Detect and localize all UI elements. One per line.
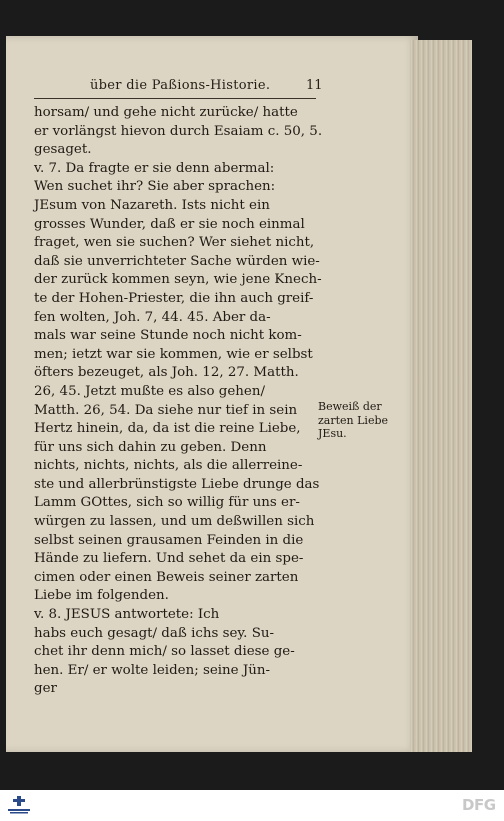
text-line: fen wolten, Joh. 7, 44. 45. Aber da- xyxy=(34,309,271,325)
text-line: horsam/ und gehe nicht zurücke/ hatte xyxy=(34,105,298,120)
marginal-line: zarten Liebe xyxy=(318,413,389,427)
text-line: te der Hohen-Priester, die ihn auch greif- xyxy=(34,290,314,306)
text-line: fraget, wen sie suchen? Wer siehet nicht, xyxy=(34,235,315,251)
text-line: hen. Er/ er wolte leiden; seine Jün- xyxy=(34,662,270,678)
text-line: Hertz hinein, da, da ist die reine Liebe, xyxy=(34,421,301,437)
marginal-note xyxy=(318,400,390,441)
page-stack-edge xyxy=(410,40,472,752)
text-line: Wen suchet ihr? Sie aber sprachen: xyxy=(34,179,276,195)
marginal-line: JEsu. xyxy=(318,427,347,440)
body-text xyxy=(34,104,323,699)
text-line: er vorlängst hievon durch Esaiam c. 50, 5. xyxy=(34,123,323,139)
page-number: 11 xyxy=(306,78,323,93)
text-line: cimen oder einen Beweis seiner zarten xyxy=(34,569,299,585)
text-line: v. 7. Da fragte er sie denn abermal: xyxy=(34,160,275,176)
text-line: Matth. 26, 54. Da siehe nur tief in sein xyxy=(34,402,298,418)
text-line: Lamm GOttes, sich so willig für uns er- xyxy=(34,495,300,511)
text-line: JEsum von Nazareth. Ists nicht ein xyxy=(34,197,270,213)
text-line: habs euch gesagt/ daß ichs sey. Su- xyxy=(34,625,275,641)
dfg-logo: DFG xyxy=(462,796,496,814)
text-line: der zurück kommen seyn, wie jene Knech- xyxy=(34,272,322,288)
foundation-logo xyxy=(6,794,32,816)
header-rule xyxy=(34,98,316,99)
text-line: ste und allerbrünstigste Liebe drunge das xyxy=(34,476,320,492)
text-line: mals war seine Stunde noch nicht kom- xyxy=(34,328,302,344)
text-line: 26, 45. Jetzt mußte es also gehen/ xyxy=(34,383,265,399)
text-line: gesaget. xyxy=(34,142,92,158)
text-line: nichts, nichts, nichts, als die allerreine- xyxy=(34,458,303,474)
text-line: für uns sich dahin zu geben. Denn xyxy=(34,439,267,455)
text-line: men; ietzt war sie kommen, wie er selbst xyxy=(34,346,313,362)
footer-bar xyxy=(0,790,504,821)
text-line: Hände zu liefern. Und sehet da ein spe- xyxy=(34,551,304,567)
text-line: öfters bezeuget, als Joh. 12, 27. Matth. xyxy=(34,365,299,381)
text-line: v. 8. JESUS antwortete: Ich xyxy=(34,607,220,623)
marginal-line: Beweiß der xyxy=(318,400,382,413)
text-line: Liebe im folgenden. xyxy=(34,588,169,604)
text-line: selbst seinen grausamen Feinden in die xyxy=(34,532,304,548)
text-line: würgen zu lassen, und um deßwillen sich xyxy=(34,514,315,530)
running-title: über die Paßions-Historie. xyxy=(90,78,271,93)
text-line: grosses Wunder, daß er sie noch einmal xyxy=(34,216,305,232)
text-line: chet ihr denn mich/ so lasset diese ge- xyxy=(34,644,295,660)
text-line: ger xyxy=(34,681,57,697)
text-line: daß sie unverrichteter Sache würden wie- xyxy=(34,253,320,269)
